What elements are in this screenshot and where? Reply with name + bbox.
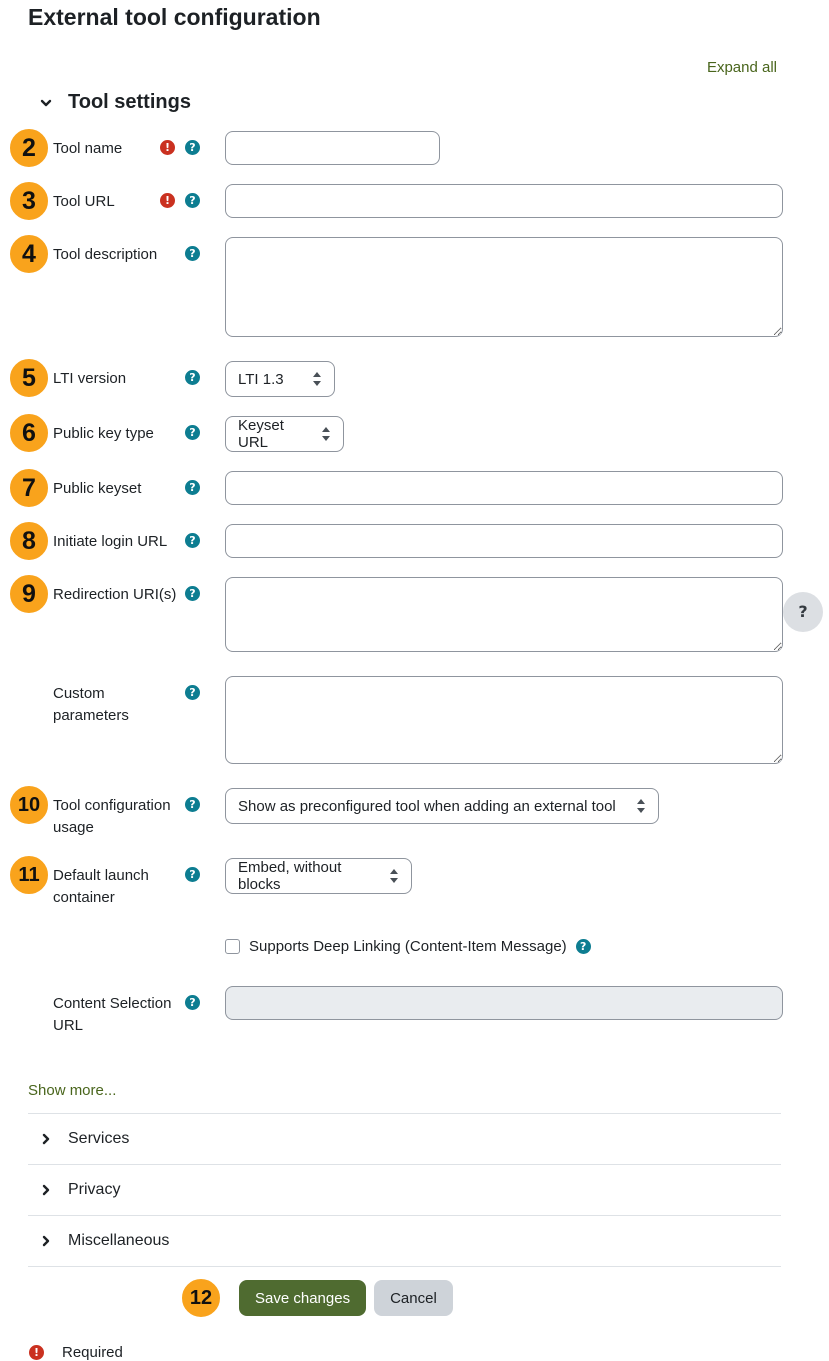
help-icon[interactable]: ? <box>185 797 200 812</box>
badge-slot <box>8 416 53 452</box>
tool-configuration-usage-select[interactable] <box>225 788 659 824</box>
page-title: External tool configuration <box>28 4 321 30</box>
step-badge: 2 <box>8 127 50 169</box>
badge-slot <box>8 184 53 218</box>
section-header-miscellaneous[interactable] <box>0 1216 829 1266</box>
help-icon[interactable]: ? <box>185 480 200 495</box>
label-slot <box>53 131 225 165</box>
field-label: Tool URL <box>53 193 115 210</box>
form-row-deep-linking <box>8 933 783 967</box>
expand-all-row <box>0 59 777 77</box>
help-icon[interactable]: ? <box>185 586 200 601</box>
label-slot <box>53 471 225 505</box>
custom-parameters-textarea[interactable] <box>225 676 783 764</box>
form-row-tool-name <box>8 131 783 165</box>
label-slot <box>53 788 225 839</box>
label-slot <box>53 676 225 769</box>
field-slot <box>225 184 783 218</box>
step-badge: 6 <box>8 412 50 454</box>
select-arrows-icon <box>636 799 646 813</box>
field-slot <box>225 676 783 769</box>
divider <box>28 1266 781 1267</box>
step-badge: 4 <box>8 233 50 275</box>
cancel-button[interactable]: Cancel <box>374 1280 453 1316</box>
label-slot <box>53 577 225 657</box>
form-row-public-keyset <box>8 471 783 505</box>
chevron-right-icon <box>38 1131 54 1147</box>
form-row-custom-parameters <box>8 676 783 769</box>
lti-version-select[interactable] <box>225 361 335 397</box>
chevron-right-icon <box>38 1182 54 1198</box>
field-slot <box>225 131 783 165</box>
checkbox-label: Supports Deep Linking (Content-Item Message) <box>249 938 567 955</box>
badge-slot <box>8 788 53 839</box>
help-icon[interactable]: ? <box>185 533 200 548</box>
show-more-link[interactable]: Show more... <box>28 1082 117 1099</box>
field-label: Default launch container <box>53 867 149 906</box>
section-title: Services <box>68 1130 130 1147</box>
initiate-login-url-input[interactable] <box>225 524 783 558</box>
step-badge: 3 <box>8 180 50 222</box>
field-slot <box>225 471 783 505</box>
step-badge: 10 <box>8 784 50 826</box>
section-header-tool-settings[interactable] <box>38 91 829 114</box>
label-slot <box>53 361 225 397</box>
badge-slot <box>8 858 53 909</box>
field-label: Redirection URI(s) <box>53 586 177 603</box>
field-label: Tool description <box>53 246 158 263</box>
select-arrows-icon <box>321 427 331 441</box>
help-icon[interactable]: ? <box>185 140 200 155</box>
step-badge: 7 <box>8 467 50 509</box>
field-slot <box>225 416 783 452</box>
select-value: Show as preconfigured tool when adding an external tool <box>238 797 616 815</box>
field-label: Public keyset <box>53 480 142 497</box>
field-label: Custom parameters <box>53 685 129 724</box>
help-icon[interactable]: ? <box>185 425 200 440</box>
save-changes-button[interactable]: Save changes <box>239 1280 366 1316</box>
help-icon[interactable]: ? <box>185 867 200 882</box>
redirection-uris-textarea[interactable] <box>225 577 783 652</box>
select-arrows-icon <box>312 372 322 386</box>
label-slot <box>53 524 225 558</box>
form-row-tool-configuration-usage <box>8 788 783 839</box>
field-slot <box>225 986 783 1037</box>
floating-help-button[interactable]: ? <box>783 592 823 632</box>
required-note <box>29 1344 829 1361</box>
field-label: Public key type <box>53 425 154 442</box>
expand-all-link[interactable]: Expand all <box>706 59 777 76</box>
section-title: Privacy <box>68 1181 121 1198</box>
field-slot <box>225 361 783 397</box>
field-label: Tool name <box>53 140 123 157</box>
external-tool-configuration-page <box>0 4 829 1361</box>
section-header-privacy[interactable] <box>0 1165 829 1215</box>
help-icon[interactable]: ? <box>185 995 200 1010</box>
tool-settings-form <box>0 131 829 1037</box>
badge-slot <box>8 986 53 1037</box>
step-badge: 12 <box>180 1277 222 1319</box>
badge-slot <box>8 131 53 165</box>
help-icon[interactable]: ? <box>185 246 200 261</box>
required-note-text: Required <box>62 1344 123 1361</box>
section-title: Tool settings <box>68 91 191 113</box>
required-icon: ! <box>160 140 175 155</box>
select-value: Keyset URL <box>238 417 284 451</box>
step-badge: 9 <box>8 573 50 615</box>
step-badge: 5 <box>8 357 50 399</box>
field-label: LTI version <box>53 370 127 387</box>
required-icon: ! <box>29 1345 44 1360</box>
field-slot <box>225 933 783 967</box>
field-slot <box>225 788 783 839</box>
badge-slot <box>8 361 53 397</box>
badge-slot <box>8 577 53 657</box>
field-label: Tool configuration usage <box>53 797 171 836</box>
badge-slot <box>8 471 53 505</box>
field-slot <box>225 524 783 558</box>
checkbox-wrap <box>225 933 783 955</box>
badge-slot <box>8 524 53 558</box>
label-slot <box>53 184 225 218</box>
chevron-down-icon <box>38 95 54 111</box>
form-row-content-selection-url <box>8 986 783 1037</box>
form-row-redirection-uris <box>8 577 783 657</box>
form-row-default-launch-container <box>8 858 783 909</box>
label-slot <box>53 933 225 967</box>
form-row-public-key-type <box>8 416 783 452</box>
tool-url-input[interactable] <box>225 184 783 218</box>
step-badge: 8 <box>8 520 50 562</box>
field-slot <box>225 858 783 909</box>
section-title: Miscellaneous <box>68 1232 170 1249</box>
default-launch-container-select[interactable] <box>225 858 412 894</box>
field-slot <box>225 237 783 342</box>
content-selection-url-input <box>225 986 783 1020</box>
label-slot <box>53 416 225 452</box>
public-key-type-select[interactable] <box>225 416 344 452</box>
select-value: LTI 1.3 <box>238 370 284 388</box>
tool-description-textarea[interactable] <box>225 237 783 337</box>
label-slot <box>53 986 225 1037</box>
help-icon[interactable]: ? <box>576 939 591 954</box>
form-row-tool-url <box>8 184 783 218</box>
deep-linking-checkbox[interactable] <box>225 939 240 954</box>
tool-name-input[interactable] <box>225 131 440 165</box>
form-row-tool-description <box>8 237 783 342</box>
section-header-services[interactable] <box>0 1114 829 1164</box>
badge-slot <box>8 237 53 342</box>
select-value: Embed, without blocks <box>238 859 342 893</box>
badge-slot <box>8 676 53 769</box>
badge-slot <box>8 933 53 967</box>
label-slot <box>53 237 225 342</box>
field-slot <box>225 577 783 657</box>
form-actions <box>180 1276 829 1320</box>
form-row-lti-version <box>8 361 783 397</box>
help-icon[interactable]: ? <box>185 193 200 208</box>
help-icon[interactable]: ? <box>185 685 200 700</box>
select-arrows-icon <box>389 869 399 883</box>
field-label: Initiate login URL <box>53 533 168 550</box>
step-badge: 11 <box>8 854 50 896</box>
help-icon[interactable]: ? <box>185 370 200 385</box>
required-icon: ! <box>160 193 175 208</box>
chevron-right-icon <box>38 1233 54 1249</box>
form-row-initiate-login-url <box>8 524 783 558</box>
field-label: Content Selection URL <box>53 995 172 1034</box>
public-keyset-input[interactable] <box>225 471 783 505</box>
label-slot <box>53 858 225 909</box>
